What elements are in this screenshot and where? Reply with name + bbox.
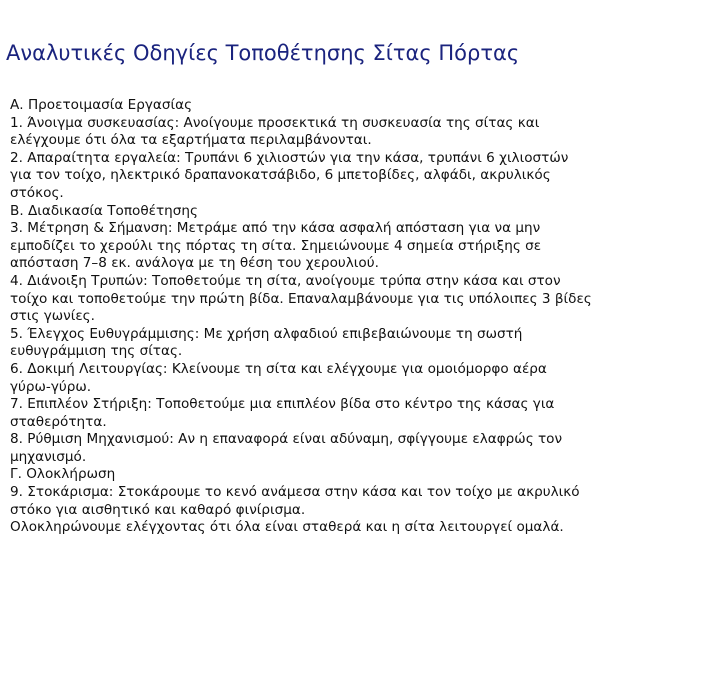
step-5-line-2: ευθυγράμμιση της σίτας.: [10, 343, 183, 360]
document-body: [10, 97, 700, 537]
step-4-line-3: στις γωνίες.: [10, 308, 95, 325]
closing-line: Ολοκληρώνουμε ελέγχοντας ότι όλα είναι σταθερά και η σίτα λειτουργεί ομαλά.: [10, 519, 564, 536]
step-5-line-1: 5. Έλεγχος Ευθυγράμμισης: Με χρήση αλφαδιού επιβεβαιώνουμε τη σωστή: [10, 325, 523, 342]
step-3-line-3: απόσταση 7–8 εκ. ανάλογα με τη θέση του χερουλιού.: [10, 255, 379, 272]
step-8-line-1: 8. Ρύθμιση Μηχανισμού: Αν η επαναφορά είναι αδύναμη, σφίγγουμε ελαφρώς τον: [10, 431, 563, 448]
step-1-line-2: ελέγχουμε ότι όλα τα εξαρτήματα περιλαμβάνονται.: [10, 132, 372, 149]
step-4-line-1: 4. Διάνοιξη Τρυπών: Τοποθετούμε τη σίτα, ανοίγουμε τρύπα στην κάσα και στον: [10, 272, 561, 289]
step-3-line-2: εμποδίζει το χερούλι της πόρτας τη σίτα. Σημειώνουμε 4 σημεία στήριξης σε: [10, 237, 542, 254]
step-6-line-2: γύρω-γύρω.: [10, 378, 92, 395]
step-7-line-1: 7. Επιπλέον Στήριξη: Τοποθετούμε μια επιπλέον βίδα στο κέντρο της κάσας για: [10, 396, 555, 413]
section-heading-a: Α. Προετοιμασία Εργασίας: [10, 97, 193, 113]
step-9-line-1: 9. Στοκάρισμα: Στοκάρουμε το κενό ανάμεσα στην κάσα και τον τοίχο με ακρυλικό: [10, 484, 580, 501]
step-7-line-2: σταθερότητα.: [10, 413, 107, 430]
section-heading-b: Β. Διαδικασία Τοποθέτησης: [10, 202, 199, 219]
step-2-line-2: για τον τοίχο, ηλεκτρικό δραπανοκατσάβιδο, 6 μπετοβίδες, αλφάδι, ακρυλικός: [10, 167, 551, 184]
step-8-line-2: μηχανισμό.: [10, 448, 87, 465]
step-6-line-1: 6. Δοκιμή Λειτουργίας: Κλείνουμε τη σίτα και ελέγχουμε για ομοιόμορφο αέρα: [10, 360, 547, 377]
page-title: Αναλυτικές Οδηγίες Τοποθέτησης Σίτας Πόρτας: [6, 41, 520, 65]
step-9-line-2: στόκο για αισθητικό και καθαρό φινίρισμα.: [10, 501, 306, 518]
step-3-line-1: 3. Μέτρηση & Σήμανση: Μετράμε από την κάσα ασφαλή απόσταση για να μην: [10, 220, 541, 237]
step-1-line-1: 1. Άνοιγμα συσκευασίας: Ανοίγουμε προσεκτικά τη συσκευασία της σίτας και: [10, 114, 540, 131]
step-2-line-1: 2. Απαραίτητα εργαλεία: Τρυπάνι 6 χιλιοστών για την κάσα, τρυπάνι 6 χιλιοστών: [10, 149, 569, 166]
section-heading-c: Γ. Ολοκλήρωση: [10, 466, 116, 483]
step-2-line-3: στόκος.: [10, 184, 64, 201]
step-4-line-2: τοίχο και τοποθετούμε την πρώτη βίδα. Επαναλαμβάνουμε για τις υπόλοιπες 3 βίδες: [10, 290, 592, 307]
